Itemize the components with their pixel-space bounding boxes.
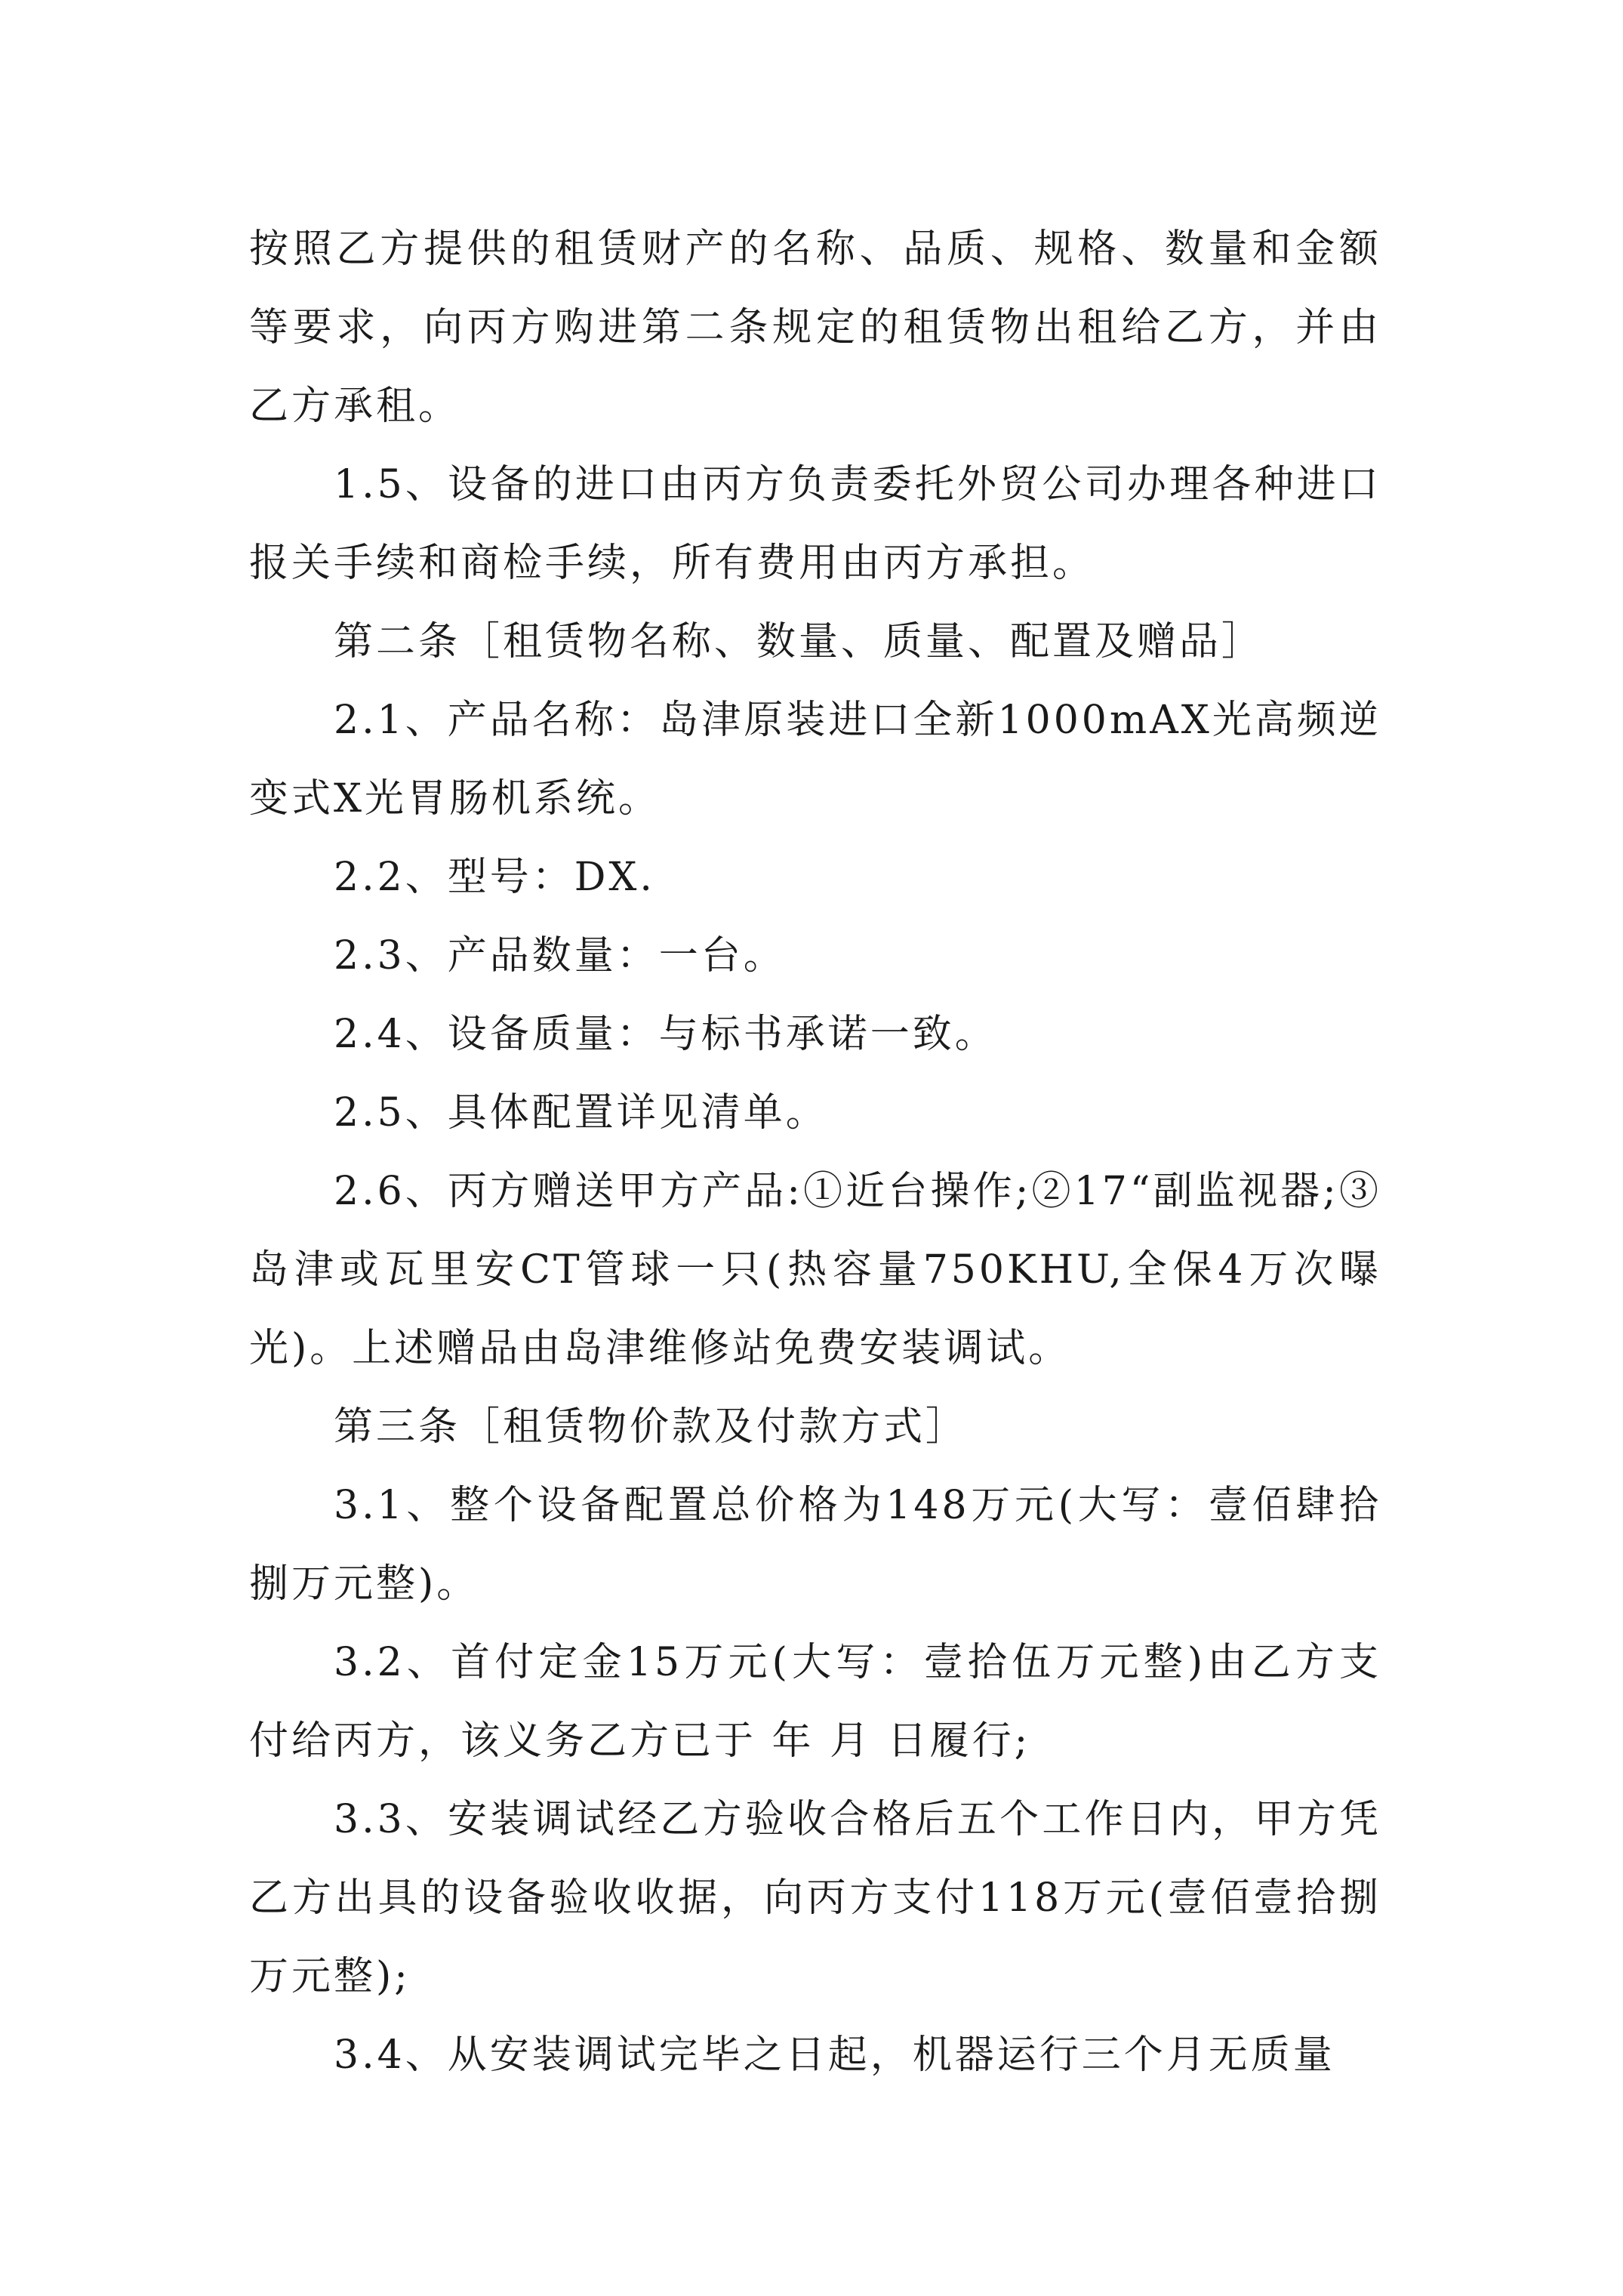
heading-article-3: 第三条［租赁物价款及付款方式］ (334, 1404, 969, 1450)
paragraph-3-2: 3.2、首付定金15万元(大写：壹拾伍万元整)由乙方支付给丙方，该义务乙方已于 年 月 日履行; (249, 1640, 1381, 1764)
paragraph-2-1: 2.1、产品名称：岛津原装进口全新1000mAX光高频逆变式X光胃肠机系统。 (249, 698, 1381, 821)
paragraph-2-4: 2.4、设备质量：与标书承诺一致。 (334, 1012, 997, 1057)
paragraph-3-1: 3.1、整个设备配置总价格为148万元(大写：壹佰肆拾捌万元整)。 (249, 1483, 1381, 1607)
paragraph-2-5: 2.5、具体配置详见清单。 (334, 1090, 828, 1136)
document-body (249, 210, 1381, 2094)
paragraph-3-3: 3.3、安装调试经乙方验收合格后五个工作日内，甲方凭乙方出具的设备验收收据，向丙方支付118万元(壹佰壹拾捌万元整); (249, 1797, 1381, 1999)
paragraph-2-3: 2.3、产品数量：一台。 (334, 933, 786, 978)
paragraph-2-6: 2.6、丙方赠送甲方产品:①近台操作;②17“副监视器;③岛津或瓦里安CT管球一只(热容量750KHU,全保4万次曝光)。上述赠品由岛津维修站免费安装调试。 (249, 1169, 1381, 1371)
paragraph-2-2: 2.2、型号：DX. (334, 855, 655, 900)
paragraph-1-5: 1.5、设备的进口由丙方负责委托外贸公司办理各种进口报关手续和商检手续，所有费用由丙方承担。 (249, 462, 1381, 586)
heading-article-2: 第二条［租赁物名称、数量、质量、配置及赠品］ (334, 619, 1264, 664)
paragraph-lease-purchase: 按照乙方提供的租赁财产的名称、品质、规格、数量和金额等要求，向丙方购进第二条规定的租赁物出租给乙方，并由乙方承租。 (249, 227, 1381, 429)
paragraph-3-4: 3.4、从安装调试完毕之日起，机器运行三个月无质量 (334, 2032, 1335, 2078)
